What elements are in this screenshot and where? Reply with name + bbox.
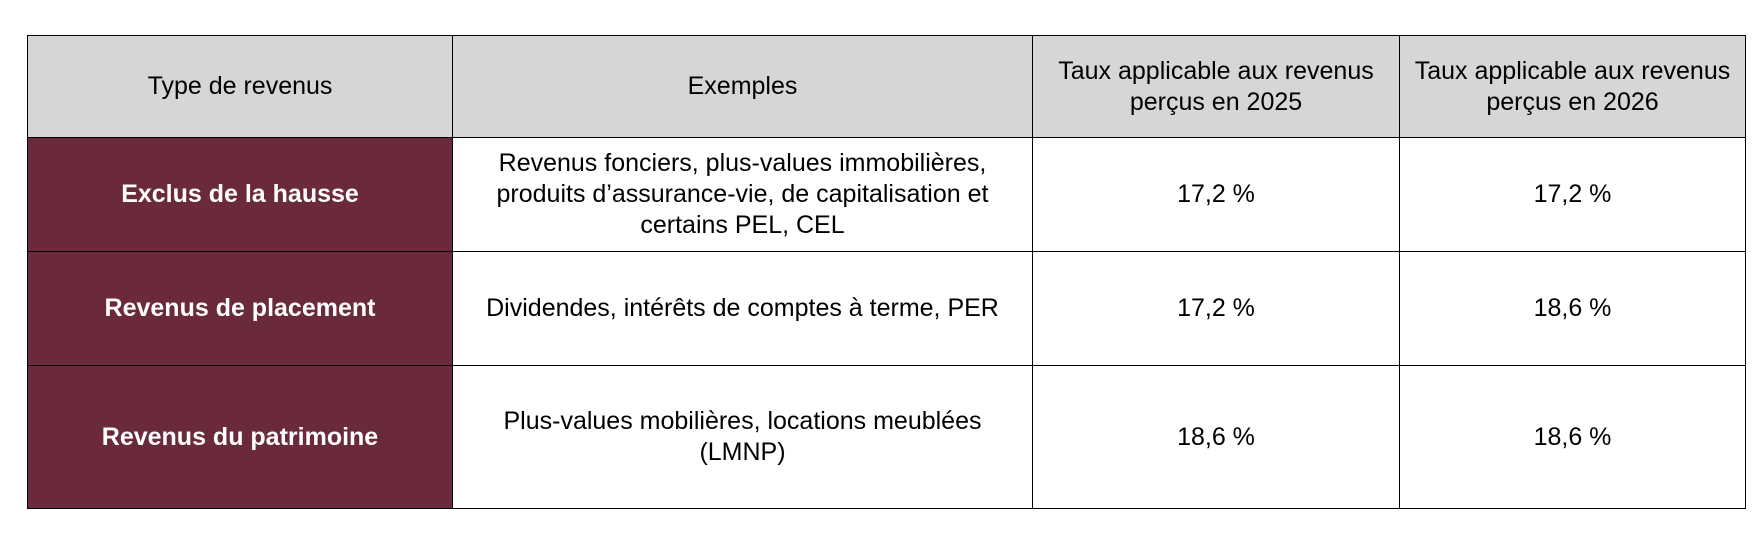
type-cell: Revenus de placement bbox=[28, 252, 453, 366]
header-taux-2026: Taux applicable aux revenus perçus en 2026 bbox=[1400, 36, 1746, 138]
table-row bbox=[28, 366, 1746, 509]
header-exemples: Exemples bbox=[453, 36, 1033, 138]
table-body bbox=[28, 138, 1746, 509]
type-cell: Exclus de la hausse bbox=[28, 138, 453, 252]
table-header bbox=[28, 36, 1746, 138]
taux-2025-cell: 17,2 % bbox=[1033, 252, 1400, 366]
taux-2025-cell: 17,2 % bbox=[1033, 138, 1400, 252]
table-row bbox=[28, 138, 1746, 252]
type-cell: Revenus du patrimoine bbox=[28, 366, 453, 509]
taux-2026-cell: 18,6 % bbox=[1400, 252, 1746, 366]
taux-2026-cell: 17,2 % bbox=[1400, 138, 1746, 252]
exemples-cell: Revenus fonciers, plus-values immobilières, produits d’assurance-vie, de capitalisation et certains PEL, CEL bbox=[453, 138, 1033, 252]
taux-2025-cell: 18,6 % bbox=[1033, 366, 1400, 509]
header-row bbox=[28, 36, 1746, 138]
rates-table bbox=[27, 35, 1746, 509]
exemples-cell: Dividendes, intérêts de comptes à terme, PER bbox=[453, 252, 1033, 366]
exemples-cell: Plus-values mobilières, locations meublées (LMNP) bbox=[453, 366, 1033, 509]
header-type-de-revenus: Type de revenus bbox=[28, 36, 453, 138]
table-row bbox=[28, 252, 1746, 366]
taux-2026-cell: 18,6 % bbox=[1400, 366, 1746, 509]
header-taux-2025: Taux applicable aux revenus perçus en 2025 bbox=[1033, 36, 1400, 138]
